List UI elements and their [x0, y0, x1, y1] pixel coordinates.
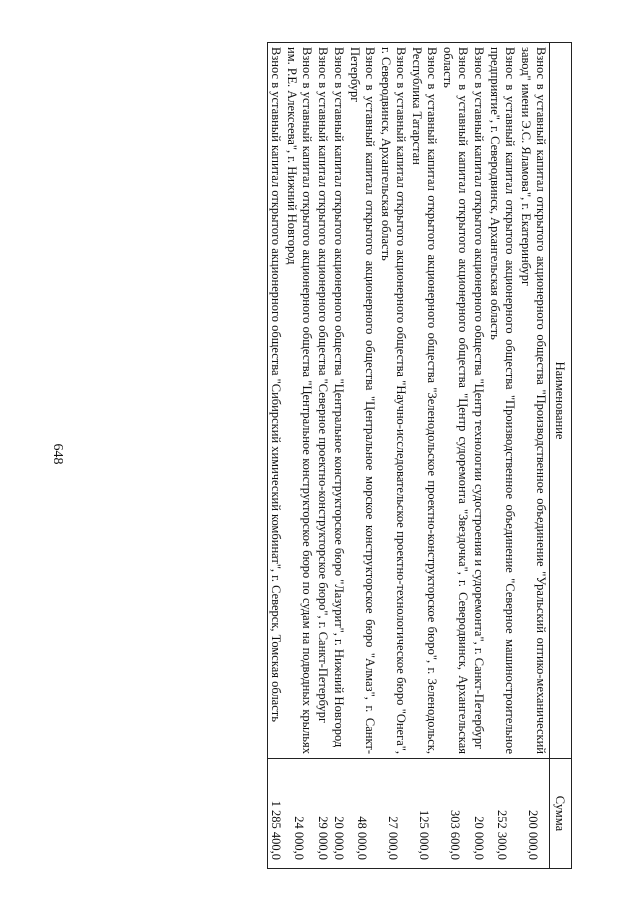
table-row [315, 43, 331, 869]
row-name: Взнос в уставный капитал открытого акционерного общества "Зеленодольское проектно-конструкторское бюро", г. Зеленодольск, Республика Татарстан [409, 43, 440, 759]
row-name: Взнос в уставный капитал открытого акционерного общества "Центр судоремонта "Звездочка", г. Северодвинск, Архангельская область [440, 43, 471, 759]
table-row [471, 43, 487, 869]
row-sum: 125 000,0 [409, 759, 440, 869]
table-row [347, 43, 378, 869]
row-sum: 1 285 400,0 [268, 759, 285, 869]
rotated-table-container [120, 42, 572, 868]
row-sum: 303 600,0 [440, 759, 471, 869]
row-sum: 252 300,0 [487, 759, 518, 869]
row-sum: 29 000,0 [315, 759, 331, 869]
row-name: Взнос в уставный капитал открытого акционерного общества "Научно-исследовательское проектно-технологическое бюро "Онега", г. Северодвинск, Архангельская область [378, 43, 409, 759]
row-name: Взнос в уставный капитал открытого акционерного общества "Производственное объединение "Уральский оптико-механический завод" имени Э.С. Яламова", г. Екатеринбург [518, 43, 550, 759]
column-header-name: Наименование [550, 43, 572, 759]
row-sum: 20 000,0 [331, 759, 347, 869]
table-row [487, 43, 518, 869]
row-sum: 200 000,0 [518, 759, 550, 869]
row-name: Взнос в уставный капитал открытого акционерного общества "Центральное конструкторское бюро "Лазурит", г. Нижний Новгород [331, 43, 347, 759]
row-sum: 27 000,0 [378, 759, 409, 869]
table-row [284, 43, 315, 869]
page-number: 648 [50, 443, 65, 465]
table-header-row [550, 43, 572, 869]
row-sum: 24 000,0 [284, 759, 315, 869]
row-name: Взнос в уставный капитал открытого акционерного общества "Центральное конструкторское бюро по судам на подводных крыльях им. Р.Е. Алексеева", г. Нижний Новгород [284, 43, 315, 759]
table-row [440, 43, 471, 869]
row-name: Взнос в уставный капитал открытого акционерного общества "Северное проектно-конструкторское бюро", г. Санкт-Петербург [315, 43, 331, 759]
budget-table [267, 42, 572, 869]
column-header-sum: Сумма [550, 759, 572, 869]
row-name: Взнос в уставный капитал открытого акционерного общества "Сибирский химический комбинат", г. Северск, Томская область [268, 43, 285, 759]
table-row [331, 43, 347, 869]
row-sum: 48 000,0 [347, 759, 378, 869]
table-row [378, 43, 409, 869]
row-name: Взнос в уставный капитал открытого акционерного общества "Производственное объединение "Северное машиностроительное предприятие", г. Северодвинск, Архангельская область [487, 43, 518, 759]
table-row [518, 43, 550, 869]
row-name: Взнос в уставный капитал открытого акционерного общества "Центр технологии судостроения и судоремонта", г. Санкт-Петербург [471, 43, 487, 759]
row-sum: 20 000,0 [471, 759, 487, 869]
table-row [409, 43, 440, 869]
row-name: Взнос в уставный капитал открытого акционерного общества "Центральное морское конструкторское бюро "Алмаз", г. Санкт-Петербург [347, 43, 378, 759]
table-row [268, 43, 285, 869]
